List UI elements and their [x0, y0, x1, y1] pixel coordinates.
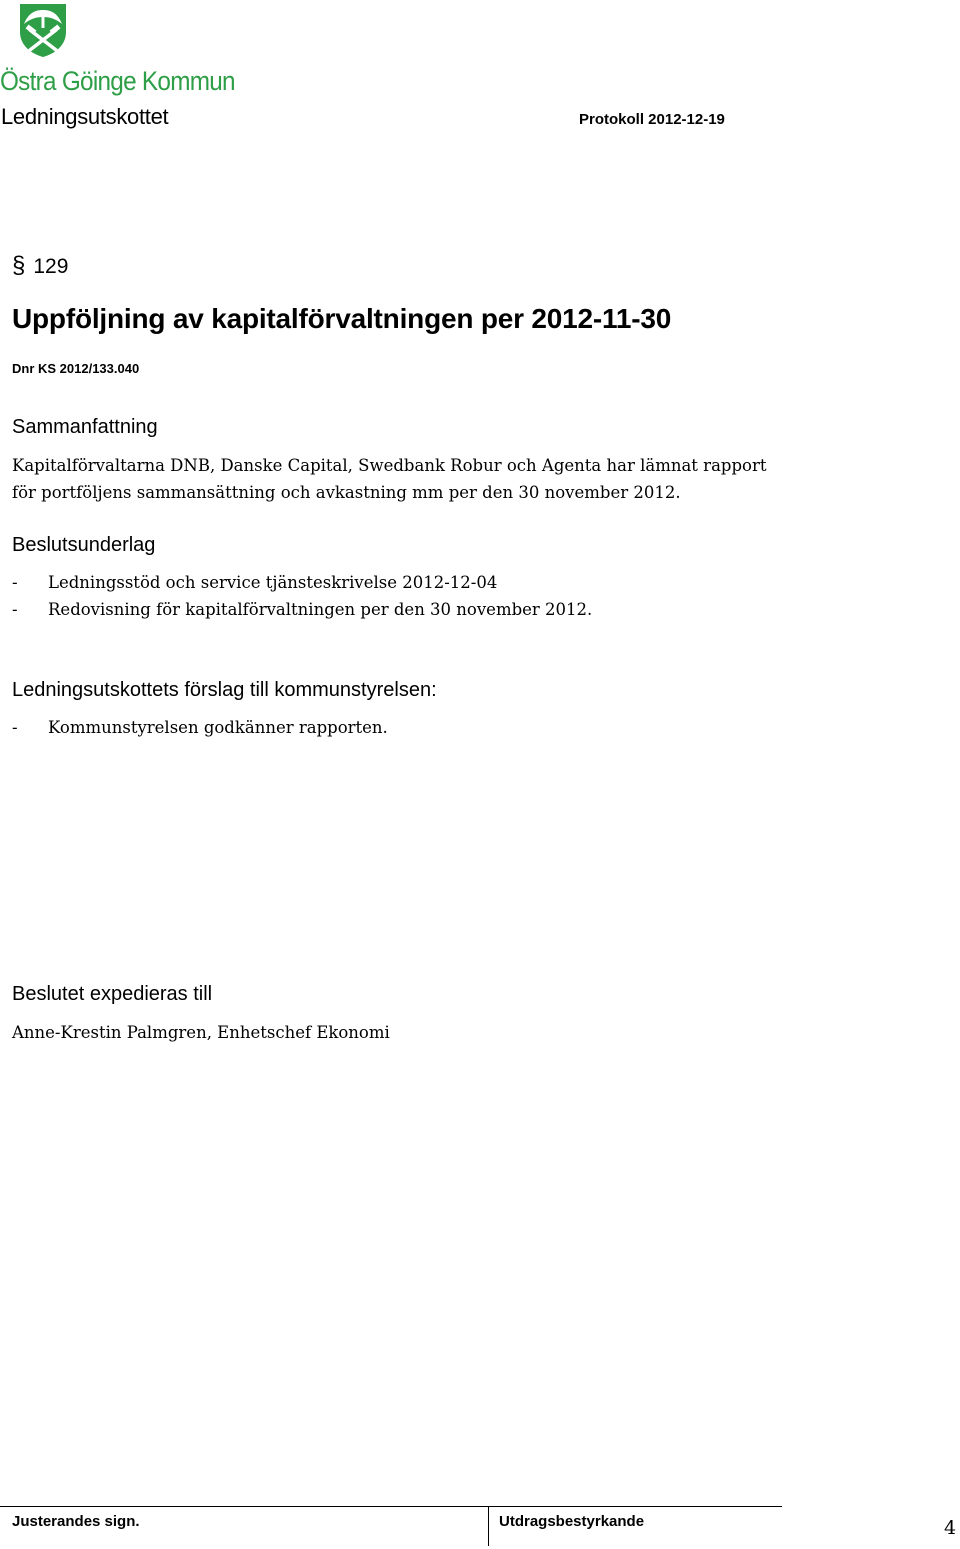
distribution-recipient: Anne-Krestin Palmgren, Enhetschef Ekonomi	[12, 1023, 390, 1042]
summary-line: Kapitalförvaltarna DNB, Danske Capital, Swedbank Robur och Agenta har lämnat rapport	[12, 456, 767, 475]
paragraph-number	[12, 252, 68, 280]
list-item	[12, 569, 592, 596]
signature-label: Justerandes sign.	[12, 1513, 140, 1530]
list-item	[12, 596, 592, 623]
proposal-list	[12, 714, 388, 741]
committee-name: Ledningsutskottet	[1, 104, 169, 129]
basis-heading: Beslutsunderlag	[12, 534, 156, 556]
municipality-logo-text: Östra Göinge Kommun	[0, 66, 235, 96]
list-item-text: Kommunstyrelsen godkänner rapporten.	[48, 718, 388, 737]
paragraph-symbol: §	[12, 252, 26, 279]
list-item	[12, 714, 388, 741]
list-item-text: Redovisning för kapitalförvaltningen per den 30 november 2012.	[48, 600, 593, 619]
distribution-heading: Beslutet expedieras till	[12, 983, 213, 1005]
footer-divider-line	[0, 1506, 782, 1507]
summary-line: för portföljens sammansättning och avkastning mm per den 30 november 2012.	[12, 483, 681, 502]
proposal-heading: Ledningsutskottets förslag till kommunstyrelsen:	[12, 679, 437, 701]
case-number: Dnr KS 2012/133.040	[12, 361, 140, 376]
list-bullet: -	[12, 573, 18, 592]
coat-of-arms-icon	[18, 2, 68, 58]
protocol-date: Protokoll 2012-12-19	[579, 111, 725, 128]
list-bullet: -	[12, 600, 18, 619]
page-title: Uppföljning av kapitalförvaltningen per 2012-11-30	[12, 303, 672, 334]
list-item-text: Ledningsstöd och service tjänsteskrivelse 2012-12-04	[48, 573, 498, 592]
basis-list	[12, 569, 592, 623]
certification-label: Utdragsbestyrkande	[499, 1513, 645, 1530]
summary-heading: Sammanfattning	[12, 416, 158, 438]
page-number: 4	[944, 1517, 957, 1539]
paragraph-number-value: 129	[33, 255, 69, 278]
summary-text	[12, 452, 812, 506]
list-bullet: -	[12, 718, 18, 737]
footer-column-divider	[488, 1506, 489, 1546]
